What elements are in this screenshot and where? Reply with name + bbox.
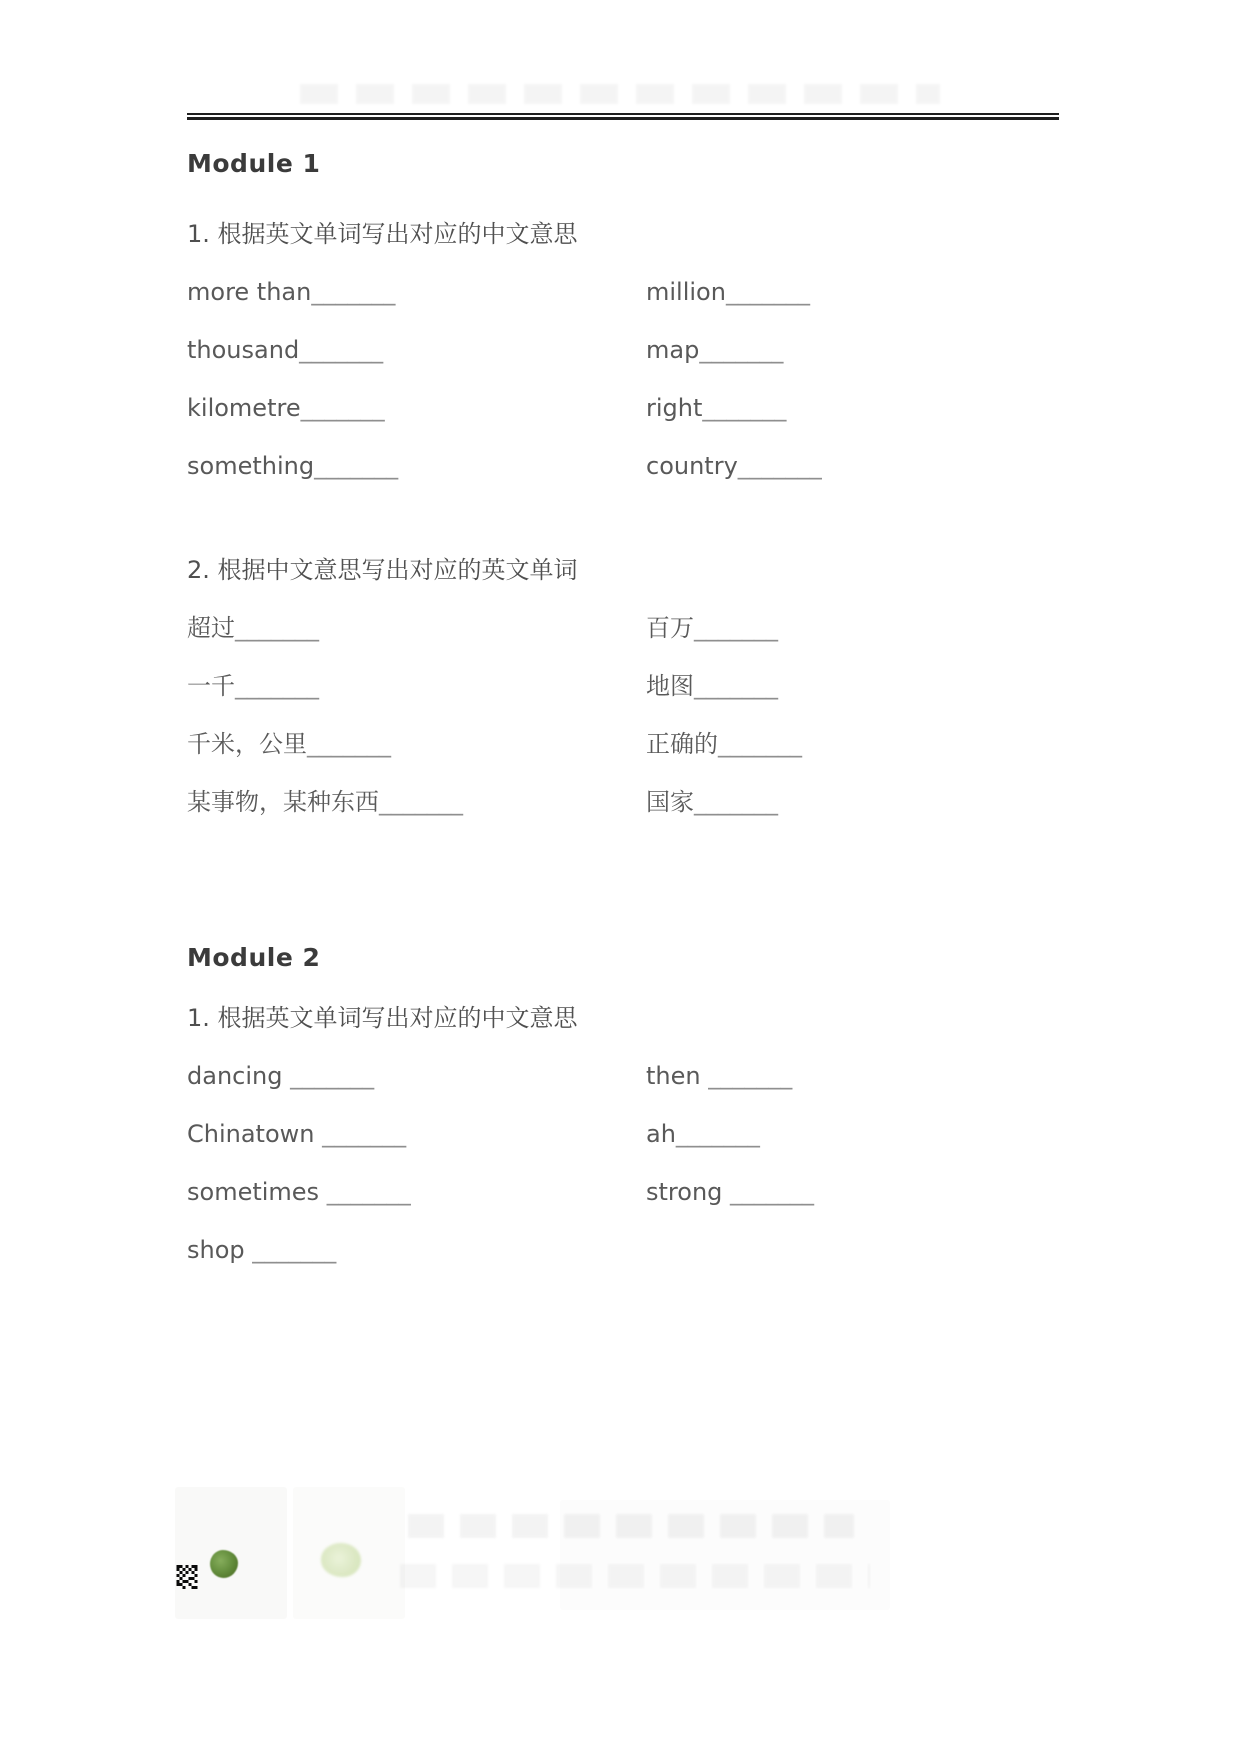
vocab-row (187, 670, 1059, 702)
vocab-word: million (646, 278, 726, 306)
answer-blank: _______ (699, 336, 784, 364)
vocab-row (187, 334, 1059, 366)
vocab-word: country (646, 452, 738, 480)
answer-blank: _______ (326, 1178, 411, 1206)
answer-blank: _______ (307, 730, 391, 758)
answer-blank: _______ (235, 672, 319, 700)
answer-blank: _______ (708, 1062, 793, 1090)
vocab-row (187, 1234, 1059, 1266)
vocab-word: 百万 (646, 614, 694, 642)
vocab-word: map (646, 336, 700, 364)
answer-blank: _______ (702, 394, 787, 422)
vocab-row (187, 728, 1059, 760)
vocab-word: kilometre (187, 394, 301, 422)
document-body (187, 0, 1059, 1266)
vocab-item (187, 392, 646, 424)
vocab-item (646, 450, 1059, 482)
vocab-item (187, 1234, 646, 1266)
module-1-section-2-heading: 2. 根据中文意思写出对应的英文单词 (187, 556, 578, 584)
vocab-word: dancing (187, 1062, 291, 1090)
vocab-item (646, 392, 1059, 424)
vocab-item-empty (646, 1234, 1059, 1266)
module-2-section-1-heading: 1. 根据英文单词写出对应的中文意思 (187, 1004, 578, 1032)
vocab-word: 正确的 (646, 730, 718, 758)
module-1-section-1-heading: 1. 根据英文单词写出对应的中文意思 (187, 220, 578, 248)
vocab-word: 地图 (646, 672, 694, 700)
vocab-item (187, 450, 646, 482)
answer-blank: _______ (718, 730, 802, 758)
vocab-item (187, 786, 646, 818)
vocab-item (646, 728, 1059, 760)
vocab-row (187, 786, 1059, 818)
vocab-item (646, 612, 1059, 644)
vocab-word: 某事物，某种东西 (187, 788, 379, 816)
vocab-word: 一千 (187, 672, 235, 700)
answer-blank: _______ (675, 1120, 760, 1148)
vocab-row (187, 1176, 1059, 1208)
vocab-item (187, 334, 646, 366)
vocab-item (646, 1118, 1059, 1150)
answer-blank: _______ (252, 1236, 337, 1264)
answer-blank: _______ (694, 672, 778, 700)
vocab-word: something (187, 452, 315, 480)
vocab-word: 超过 (187, 614, 235, 642)
vocab-word: then (646, 1062, 709, 1090)
vocab-item (187, 1060, 646, 1092)
module-1-title: Module 1 (187, 149, 321, 178)
vocab-item (187, 728, 646, 760)
qr-code-mark (176, 1565, 198, 1589)
vocab-row (187, 450, 1059, 482)
vocab-word: sometimes (187, 1178, 327, 1206)
module-2-title: Module 2 (187, 943, 321, 972)
vocab-row (187, 392, 1059, 424)
vocab-item (646, 1176, 1059, 1208)
vocab-word: Chinatown (187, 1120, 323, 1148)
vocab-word: 国家 (646, 788, 694, 816)
answer-blank: _______ (290, 1062, 375, 1090)
vocab-item (187, 1176, 646, 1208)
answer-blank: _______ (300, 394, 385, 422)
answer-blank: _______ (311, 278, 396, 306)
vocab-item (646, 670, 1059, 702)
vocab-item (646, 1060, 1059, 1092)
answer-blank: _______ (737, 452, 822, 480)
vocab-word: 千米，公里 (187, 730, 307, 758)
vocab-item (187, 670, 646, 702)
vocab-row (187, 612, 1059, 644)
faint-watermark-text-line (408, 1514, 854, 1538)
vocab-item (187, 276, 646, 308)
answer-blank: _______ (299, 336, 384, 364)
vocab-row (187, 1060, 1059, 1092)
answer-blank: _______ (694, 614, 778, 642)
vocab-row (187, 276, 1059, 308)
vocab-item (646, 786, 1059, 818)
answer-blank: _______ (379, 788, 463, 816)
vocab-item (646, 276, 1059, 308)
vocab-word: ah (646, 1120, 676, 1148)
vocab-word: more than (187, 278, 312, 306)
answer-blank: _______ (235, 614, 319, 642)
vocab-row (187, 1118, 1059, 1150)
answer-blank: _______ (322, 1120, 407, 1148)
vocab-item (187, 612, 646, 644)
vocab-word: shop (187, 1236, 253, 1264)
vocab-word: strong (646, 1178, 731, 1206)
vocab-word: thousand (187, 336, 300, 364)
answer-blank: _______ (314, 452, 399, 480)
vocab-item (187, 1118, 646, 1150)
faint-watermark-text-line (400, 1564, 870, 1588)
answer-blank: _______ (730, 1178, 815, 1206)
answer-blank: _______ (694, 788, 778, 816)
green-blob-light (321, 1543, 361, 1577)
answer-blank: _______ (725, 278, 810, 306)
vocab-item (646, 334, 1059, 366)
vocab-word: right (646, 394, 703, 422)
